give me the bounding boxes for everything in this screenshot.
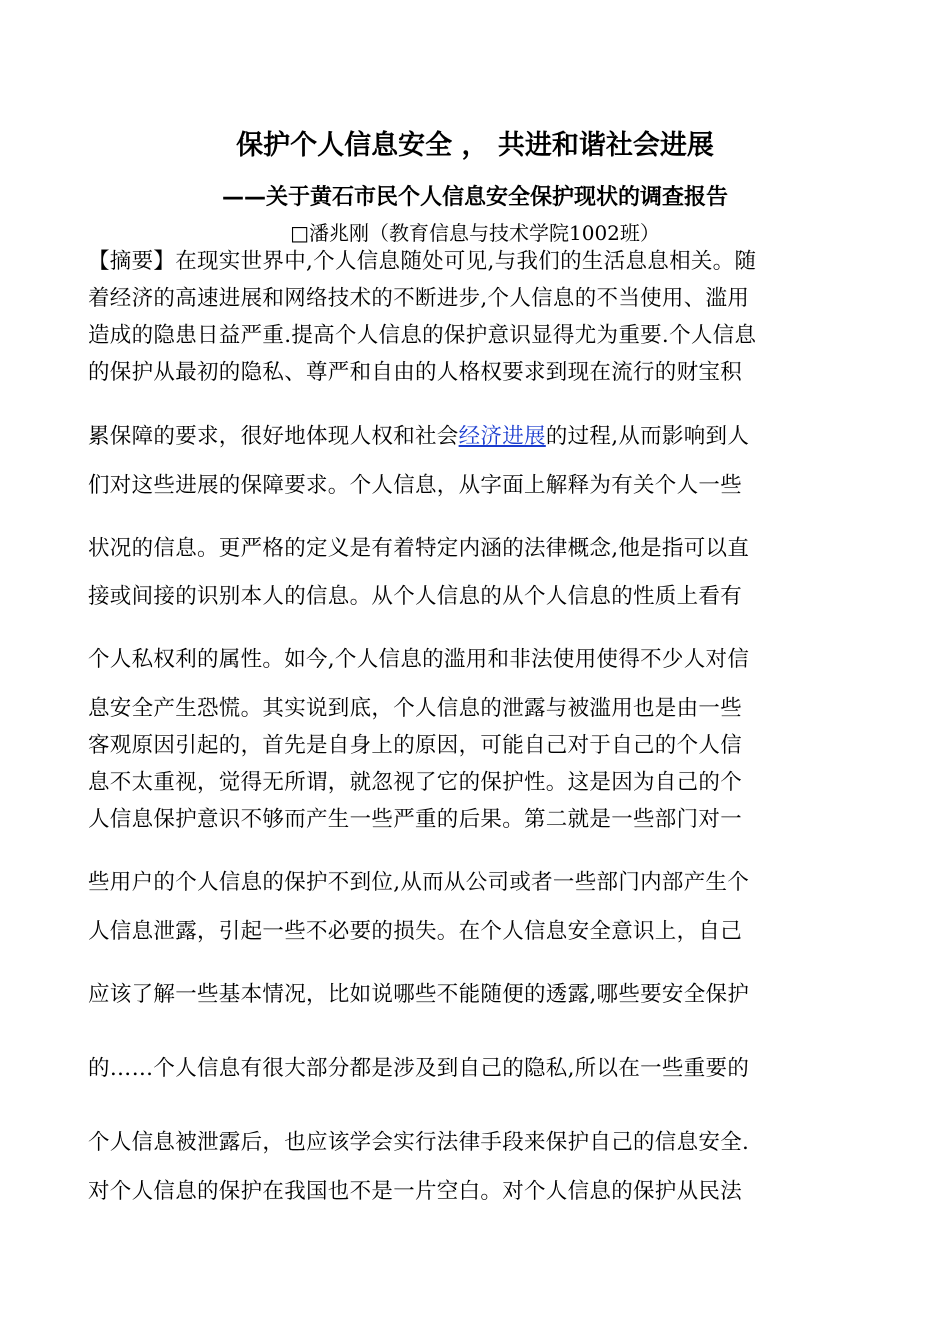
body-line-10: 息安全产生恐慌。其实说到底，个人信息的泄露与被滥用也是由一些 (88, 696, 743, 721)
author-line: □潘兆刚（教育信息与技术学院1002班） (290, 221, 660, 245)
body-line-18: 个人信息被泄露后，也应该学会实行法律手段来保护自己的信息安全. (88, 1130, 750, 1155)
body-line-6: 们对这些进展的保障要求。个人信息，从字面上解释为有关个人一些 (88, 473, 743, 498)
body-line-11: 客观原因引起的，首先是自身上的原因，可能自己对于自己的个人信 (88, 733, 743, 758)
body-line-4: 的保护从最初的隐私、尊严和自由的人格权要求到现在流行的财宝积 (88, 360, 743, 385)
body-line-14: 些用户的个人信息的保护不到位,从而从公司或者一些部门内部产生个 (88, 870, 750, 895)
body-line-7: 状况的信息。更严格的定义是有着特定内涵的法律概念,他是指可以直 (88, 536, 750, 561)
body-line-2: 着经济的高速进展和网络技术的不断进步,个人信息的不当使用、滥用 (88, 286, 750, 311)
body-line-5-after: 的过程,从而影响到人 (545, 424, 750, 449)
body-line-17: 的……个人信息有很大部分都是涉及到自己的隐私,所以在一些重要的 (88, 1056, 750, 1081)
body-line-15: 人信息泄露，引起一些不必要的损失。在个人信息安全意识上，自己 (88, 919, 743, 944)
body-line-1: 【摘要】在现实世界中,个人信息随处可见,与我们的生活息息相关。随 (88, 249, 757, 274)
body-line-13: 人信息保护意识不够而产生一些严重的后果。第二就是一些部门对一 (88, 807, 743, 832)
document-subtitle: ——关于黄石市民个人信息安全保护现状的调查报告 (221, 185, 728, 210)
body-line-5-before: 累保障的要求，很好地体现人权和社会 (88, 424, 459, 449)
document-title: 保护个人信息安全 ， 共进和谐社会进展 (236, 130, 714, 161)
economic-development-link[interactable]: 经济进展 (458, 424, 546, 449)
body-line-8: 接或间接的识别本人的信息。从个人信息的从个人信息的性质上看有 (88, 584, 743, 609)
body-line-9: 个人私权利的属性。如今,个人信息的滥用和非法使用使得不少人对信 (88, 647, 750, 672)
body-line-19: 对个人信息的保护在我国也不是一片空白。对个人信息的保护从民法 (88, 1179, 743, 1204)
body-line-3: 造成的隐患日益严重.提高个人信息的保护意识显得尤为重要.个人信息 (88, 323, 757, 348)
body-line-5 (88, 420, 778, 454)
body-line-12: 息不太重视，觉得无所谓，就忽视了它的保护性。这是因为自己的个 (88, 770, 743, 795)
body-line-16: 应该了解一些基本情况，比如说哪些不能随便的透露,哪些要安全保护 (88, 982, 750, 1007)
